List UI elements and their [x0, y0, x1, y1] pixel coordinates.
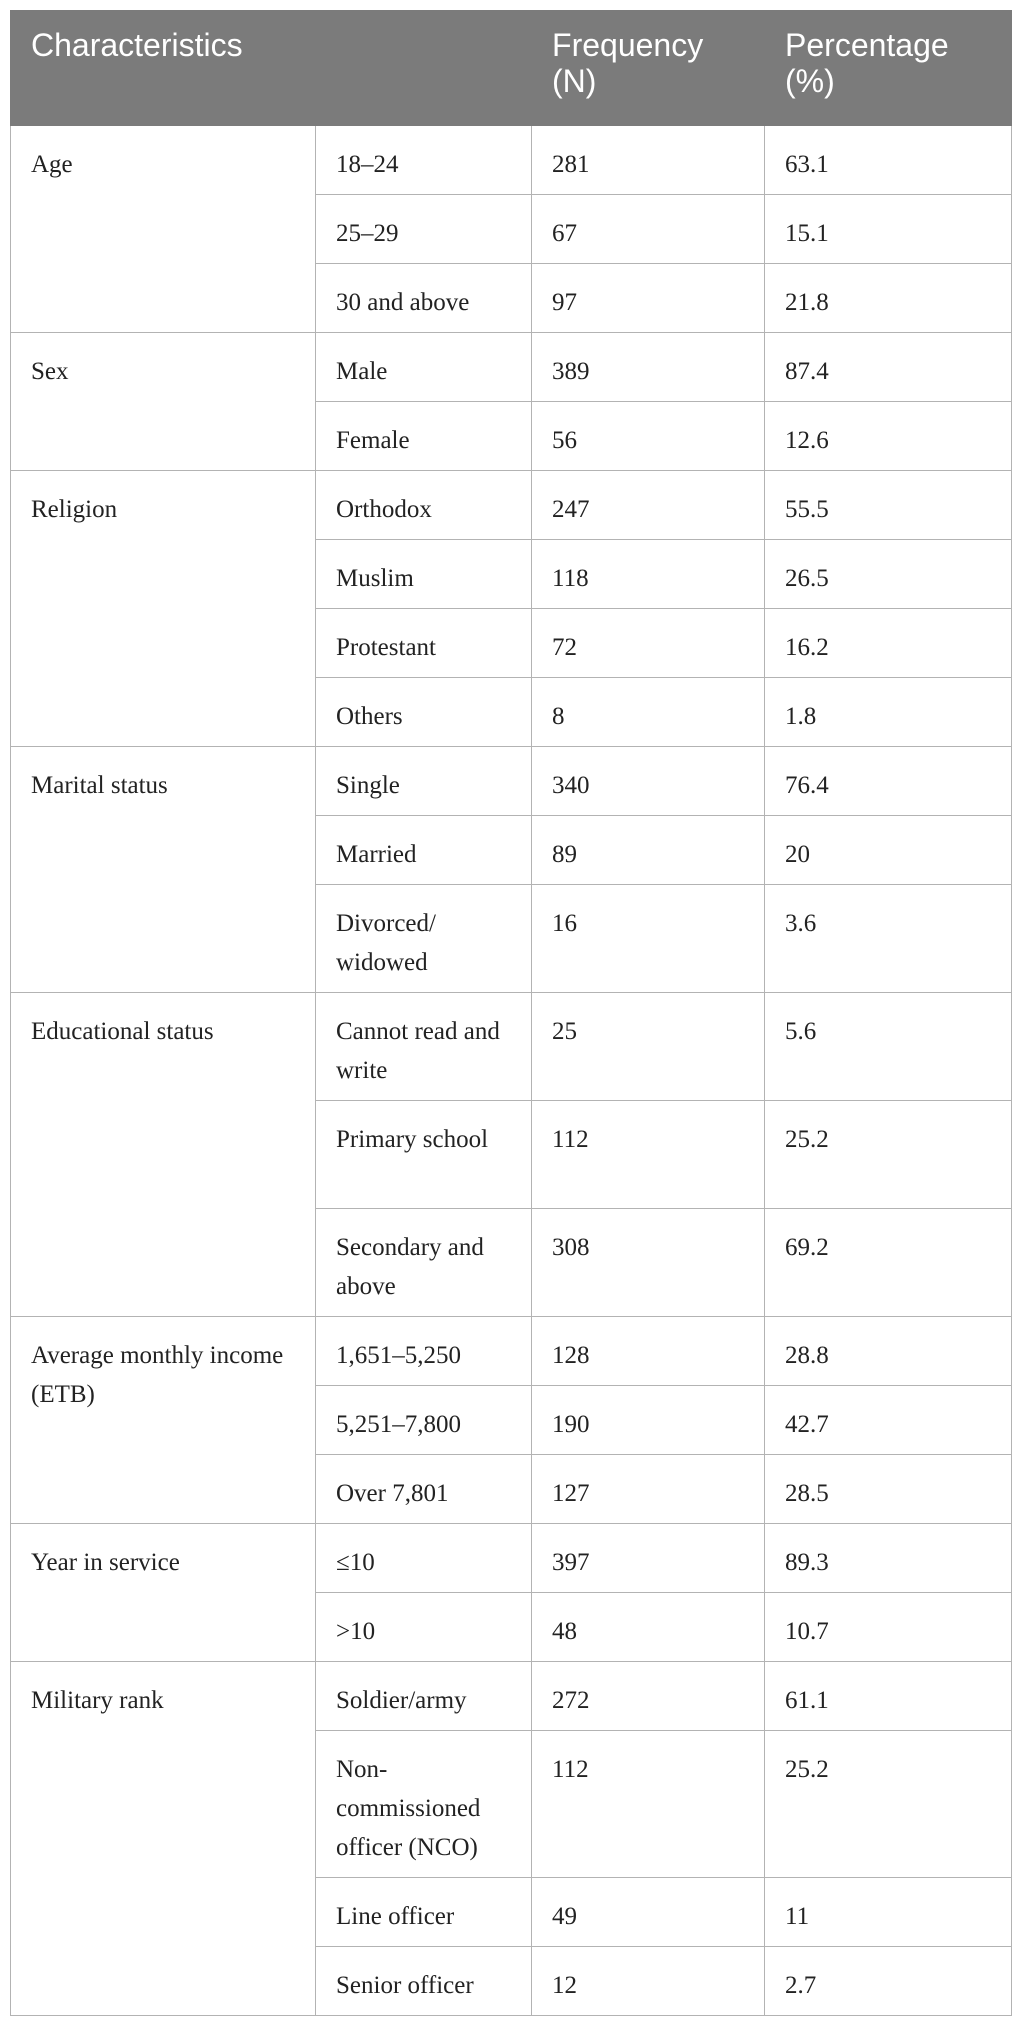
group-label: Sex [11, 333, 316, 471]
category-label: 1,651–5,250 [316, 1317, 532, 1386]
category-label: Male [316, 333, 532, 402]
percentage-cell: 2.7 [765, 1947, 1012, 2016]
category-label: Non-commissioned officer (NCO) [316, 1731, 532, 1878]
category-label: Line officer [316, 1878, 532, 1947]
table-row [11, 126, 1012, 195]
percentage-cell: 20 [765, 816, 1012, 885]
frequency-cell: 127 [532, 1455, 765, 1524]
percentage-cell: 89.3 [765, 1524, 1012, 1593]
characteristics-table [10, 10, 1012, 2016]
category-label: Others [316, 678, 532, 747]
frequency-cell: 128 [532, 1317, 765, 1386]
table-row [11, 1317, 1012, 1386]
category-label: Muslim [316, 540, 532, 609]
header-row [11, 11, 1012, 126]
percentage-cell: 1.8 [765, 678, 1012, 747]
frequency-cell: 272 [532, 1662, 765, 1731]
header-frequency: Frequency (N) [532, 11, 765, 126]
percentage-cell: 15.1 [765, 195, 1012, 264]
percentage-cell: 55.5 [765, 471, 1012, 540]
table-row [11, 993, 1012, 1101]
percentage-cell: 25.2 [765, 1731, 1012, 1878]
percentage-cell: 26.5 [765, 540, 1012, 609]
frequency-cell: 49 [532, 1878, 765, 1947]
category-label: ≤10 [316, 1524, 532, 1593]
percentage-cell: 16.2 [765, 609, 1012, 678]
frequency-cell: 281 [532, 126, 765, 195]
category-label: Single [316, 747, 532, 816]
percentage-cell: 76.4 [765, 747, 1012, 816]
frequency-cell: 247 [532, 471, 765, 540]
table-row [11, 1662, 1012, 1731]
frequency-cell: 12 [532, 1947, 765, 2016]
frequency-cell: 72 [532, 609, 765, 678]
table-row [11, 747, 1012, 816]
category-label: 25–29 [316, 195, 532, 264]
percentage-cell: 5.6 [765, 993, 1012, 1101]
percentage-cell: 69.2 [765, 1209, 1012, 1317]
frequency-cell: 48 [532, 1593, 765, 1662]
frequency-cell: 8 [532, 678, 765, 747]
group-label: Marital status [11, 747, 316, 993]
frequency-cell: 67 [532, 195, 765, 264]
category-label: >10 [316, 1593, 532, 1662]
group-label: Educational status [11, 993, 316, 1317]
header-percentage: Percentage (%) [765, 11, 1012, 126]
category-label: Protestant [316, 609, 532, 678]
frequency-cell: 89 [532, 816, 765, 885]
percentage-cell: 10.7 [765, 1593, 1012, 1662]
table-body [11, 126, 1012, 2016]
frequency-cell: 56 [532, 402, 765, 471]
category-label: Senior officer [316, 1947, 532, 2016]
category-label: Orthodox [316, 471, 532, 540]
group-label: Religion [11, 471, 316, 747]
frequency-cell: 397 [532, 1524, 765, 1593]
group-label: Average monthly income (ETB) [11, 1317, 316, 1524]
percentage-cell: 42.7 [765, 1386, 1012, 1455]
category-label: Married [316, 816, 532, 885]
percentage-cell: 3.6 [765, 885, 1012, 993]
percentage-cell: 28.5 [765, 1455, 1012, 1524]
category-label: Female [316, 402, 532, 471]
table-row [11, 333, 1012, 402]
group-label: Year in service [11, 1524, 316, 1662]
frequency-cell: 308 [532, 1209, 765, 1317]
percentage-cell: 12.6 [765, 402, 1012, 471]
frequency-cell: 112 [532, 1101, 765, 1209]
category-label: Soldier/army [316, 1662, 532, 1731]
percentage-cell: 87.4 [765, 333, 1012, 402]
percentage-cell: 28.8 [765, 1317, 1012, 1386]
frequency-cell: 16 [532, 885, 765, 993]
category-label: Over 7,801 [316, 1455, 532, 1524]
table-row [11, 1524, 1012, 1593]
category-label: 30 and above [316, 264, 532, 333]
percentage-cell: 25.2 [765, 1101, 1012, 1209]
frequency-cell: 112 [532, 1731, 765, 1878]
category-label: 18–24 [316, 126, 532, 195]
category-label: 5,251–7,800 [316, 1386, 532, 1455]
category-label: Secondary and above [316, 1209, 532, 1317]
table-header [11, 11, 1012, 126]
frequency-cell: 389 [532, 333, 765, 402]
header-characteristics: Characteristics [11, 11, 532, 126]
percentage-cell: 21.8 [765, 264, 1012, 333]
percentage-cell: 63.1 [765, 126, 1012, 195]
frequency-cell: 190 [532, 1386, 765, 1455]
frequency-cell: 97 [532, 264, 765, 333]
group-label: Military rank [11, 1662, 316, 2016]
category-label: Primary school [316, 1101, 532, 1209]
frequency-cell: 25 [532, 993, 765, 1101]
frequency-cell: 118 [532, 540, 765, 609]
category-label: Divorced/ widowed [316, 885, 532, 993]
group-label: Age [11, 126, 316, 333]
category-label: Cannot read and write [316, 993, 532, 1101]
frequency-cell: 340 [532, 747, 765, 816]
percentage-cell: 61.1 [765, 1662, 1012, 1731]
percentage-cell: 11 [765, 1878, 1012, 1947]
table-container [10, 10, 1011, 2016]
table-row [11, 471, 1012, 540]
